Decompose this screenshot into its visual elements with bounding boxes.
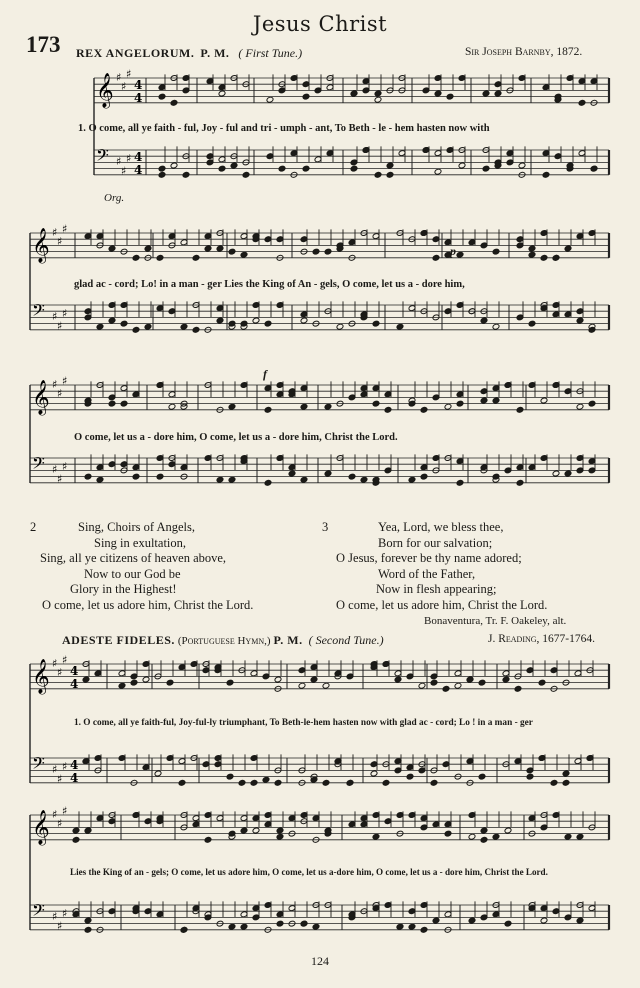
treble-clef: 𝄞 (32, 228, 50, 263)
time-signature: 4 (70, 758, 79, 772)
note-head (118, 682, 126, 689)
note-head (578, 99, 586, 106)
note-head (216, 476, 224, 483)
stanza-3-line: Now in flesh appearing; (376, 582, 497, 597)
note-head (240, 251, 248, 258)
stanza-3-line: O come, let us adore him, Christ the Lord. (336, 598, 548, 612)
sharp-sign: ♯ (52, 310, 58, 324)
note-head (444, 403, 452, 410)
note-head (312, 248, 320, 255)
note-head (480, 317, 488, 324)
sharp-sign: ♯ (57, 919, 63, 933)
time-signature: 4 (134, 163, 143, 177)
sharp-sign: ♯ (126, 152, 132, 166)
note-head (588, 400, 596, 407)
note-head (446, 93, 454, 100)
note-head (180, 926, 188, 933)
note-head (396, 323, 404, 330)
note-head (324, 470, 332, 477)
note-head (576, 317, 584, 324)
note-head (300, 476, 308, 483)
sharp-sign: ♯ (57, 666, 63, 680)
note-head (204, 245, 212, 252)
note-head (120, 400, 128, 407)
note-head (456, 400, 464, 407)
tune1-composer: Sir Joseph Barnby, 1872. (465, 46, 583, 58)
note-head (166, 679, 174, 686)
note-head (226, 773, 234, 780)
note-head (408, 923, 416, 930)
note-head (132, 254, 140, 261)
sharp-sign: ♯ (57, 235, 63, 249)
note-head (434, 90, 442, 97)
note-head (528, 320, 536, 327)
treble-clef: 𝄞 (32, 810, 50, 845)
note-head (84, 473, 92, 480)
note-head (444, 830, 452, 837)
sharp-sign: ♯ (62, 374, 68, 388)
note-head (218, 90, 226, 97)
note-head (458, 162, 466, 169)
note-head (564, 245, 572, 252)
stanza-2-line: Glory in the Highest! (70, 582, 177, 597)
note-head (540, 917, 548, 924)
stanza-2-number: 2 (30, 520, 37, 534)
sharp-sign: ♯ (62, 460, 68, 474)
note-head (562, 770, 570, 777)
note-head (418, 682, 426, 689)
lyric-line-1: 1. O come, all ye faith - ful, Joy - ful and tri - umph - ant, To Beth - le - hem hasten now with (78, 123, 490, 134)
sharp-sign: ♯ (52, 763, 58, 777)
note-head (240, 923, 248, 930)
note-head (384, 406, 392, 413)
sharp-sign: ♯ (57, 472, 63, 486)
note-head (372, 833, 380, 840)
note-head (518, 162, 526, 169)
note-head (322, 682, 330, 689)
note-head (324, 403, 332, 410)
page-number: 124 (311, 954, 329, 968)
note-head (156, 473, 164, 480)
note-head (374, 96, 382, 103)
sharp-sign: ♯ (62, 804, 68, 818)
lyric-line-2: glad ac - cord; Lo! in a man - ger Lies the King of An - gels, O come, let us a - dore him, (74, 279, 465, 290)
tune2-heading (62, 633, 384, 648)
note-head (564, 470, 572, 477)
note-head (180, 323, 188, 330)
note-head (480, 397, 488, 404)
lyric-line-5: Lies the King of an - gels; O come, let us adore him, O come, let us a-dore him, O come, let us a - dore him, Christ the Lord. (70, 867, 548, 877)
note-head (466, 676, 474, 683)
note-head (526, 773, 534, 780)
note-head (372, 400, 380, 407)
stanza-3-line: O Jesus, forever be thy name adored; (336, 551, 522, 566)
note-head (228, 248, 236, 255)
note-head (276, 833, 284, 840)
tune2-composer: J. Reading, 1677-1764. (488, 633, 596, 645)
note-head (540, 397, 548, 404)
note-head (482, 90, 490, 97)
note-head (502, 676, 510, 683)
note-head (540, 254, 548, 261)
sharp-sign: ♯ (62, 760, 68, 774)
note-head (468, 833, 476, 840)
note-head (312, 923, 320, 930)
note-head (420, 406, 428, 413)
tune2-meter: P. M. (273, 633, 303, 647)
note-head (386, 171, 394, 178)
note-head (336, 323, 344, 330)
note-head (132, 473, 140, 480)
note-head (288, 470, 296, 477)
note-head (432, 917, 440, 924)
stanza-2-line: O come, let us adore him, Christ the Lord. (42, 598, 254, 612)
sharp-sign: ♯ (121, 164, 127, 178)
sharp-sign: ♯ (121, 80, 127, 94)
note-head (170, 99, 178, 106)
note-head (96, 323, 104, 330)
note-head (298, 682, 306, 689)
sharp-sign: ♯ (62, 307, 68, 321)
sharp-sign: ♯ (116, 155, 122, 169)
note-head (492, 397, 500, 404)
note-head (432, 254, 440, 261)
note-head (516, 479, 524, 486)
time-signature: 4 (134, 78, 143, 92)
note-head (108, 317, 116, 324)
note-head (302, 93, 310, 100)
note-head (154, 770, 162, 777)
stanza-3 (322, 520, 622, 627)
bass-clef: 𝄢 (32, 453, 45, 477)
sharp-sign: ♯ (57, 772, 63, 786)
time-signature: 4 (70, 677, 79, 691)
stanza-3-attribution: Bonaventura, Tr. F. Oakeley, alt. (424, 615, 567, 627)
note-head (538, 679, 546, 686)
note-head (228, 403, 236, 410)
note-head (590, 165, 598, 172)
note-head (492, 323, 500, 330)
note-head (300, 317, 308, 324)
time-signature: 4 (70, 664, 79, 678)
sharp-sign: ♯ (126, 67, 132, 81)
note-head (442, 685, 450, 692)
note-head (322, 779, 330, 786)
note-head (430, 679, 438, 686)
stanza-3-line: Yea, Lord, we bless thee, (378, 520, 504, 534)
note-head (478, 773, 486, 780)
note-head (84, 827, 92, 834)
dynamic-forte: f (263, 367, 267, 381)
note-head (132, 326, 140, 333)
stanza-2-line: Sing, all ye citizens of heaven above, (40, 551, 227, 566)
note-head (370, 770, 378, 777)
lyric-line-4: 1. O come, all ye faith-ful, Joy-ful-ly triumphant, To Beth-le-hem hasten now with glad ac - cord; Lo ! in a man - ger (74, 718, 533, 728)
note-head (274, 779, 282, 786)
sharp-sign: ♯ (52, 656, 58, 670)
note-head (72, 836, 80, 843)
sharp-sign: ♯ (52, 910, 58, 924)
note-head (302, 165, 310, 172)
note-head (264, 479, 272, 486)
note-head (492, 248, 500, 255)
tune1-meter: P. M. (200, 46, 230, 60)
note-head (230, 162, 238, 169)
note-head (158, 93, 166, 100)
note-head (430, 779, 438, 786)
note-head (204, 836, 212, 843)
note-head (84, 926, 92, 933)
note-head (478, 679, 486, 686)
bass-clef: 𝄢 (32, 300, 45, 324)
note-head (468, 917, 476, 924)
note-head (396, 923, 404, 930)
note-head (420, 926, 428, 933)
note-head (252, 317, 260, 324)
note-head (252, 827, 260, 834)
sharp-sign: ♯ (52, 463, 58, 477)
note-head (406, 773, 414, 780)
note-head (274, 676, 282, 683)
note-head (228, 923, 236, 930)
note-head (144, 245, 152, 252)
tune1-note: ( First Tune.) (238, 46, 303, 60)
note-head (156, 254, 164, 261)
note-head (108, 245, 116, 252)
note-head (456, 251, 464, 258)
note-head (576, 917, 584, 924)
treble-clef: 𝄞 (32, 659, 50, 694)
note-head (226, 679, 234, 686)
note-head (528, 245, 536, 252)
note-head (454, 682, 462, 689)
sharp-sign: ♯ (52, 225, 58, 239)
note-head (216, 245, 224, 252)
note-head (576, 833, 584, 840)
stanza-3-line: Born for our salvation; (378, 535, 493, 550)
note-head (456, 479, 464, 486)
sharp-sign: ♯ (57, 817, 63, 831)
note-head (120, 320, 128, 327)
tune1-name: REX ANGELORUM. (76, 46, 195, 60)
note-head (142, 676, 150, 683)
note-head (300, 403, 308, 410)
page-title: Jesus Christ (252, 12, 388, 36)
note-head (240, 827, 248, 834)
note-head (480, 836, 488, 843)
note-head (528, 251, 536, 258)
note-head (346, 779, 354, 786)
note-head (158, 171, 166, 178)
note-head (350, 165, 358, 172)
note-head (84, 917, 92, 924)
note-head (82, 676, 90, 683)
sharp-sign: ♯ (57, 319, 63, 333)
note-head (168, 403, 176, 410)
note-head (374, 171, 382, 178)
sharp-sign: ♯ (52, 807, 58, 821)
note-head (504, 827, 512, 834)
note-head (492, 833, 500, 840)
stanza-3-number: 3 (322, 520, 329, 534)
note-head (552, 254, 560, 261)
note-head (552, 470, 560, 477)
note-head (350, 90, 358, 97)
stanza-3-line: Word of the Father, (378, 566, 476, 581)
note-head (382, 779, 390, 786)
bass-clef: 𝄢 (32, 753, 45, 777)
note-head (264, 406, 272, 413)
note-head (480, 827, 488, 834)
note-head (360, 476, 368, 483)
treble-clef: 𝄞 (96, 73, 114, 108)
note-head (576, 403, 584, 410)
note-head (514, 685, 522, 692)
note-head (158, 165, 166, 172)
note-head (394, 676, 402, 683)
stanza-2-line: Sing in exultation, (94, 535, 187, 550)
note-head (374, 90, 382, 97)
note-head (408, 476, 416, 483)
time-signature: 4 (70, 771, 79, 785)
tune2-name: ADESTE FIDELES. (62, 633, 175, 647)
note-head (276, 920, 284, 927)
note-head (516, 406, 524, 413)
note-head (108, 400, 116, 407)
note-head (262, 776, 270, 783)
note-head (276, 827, 284, 834)
note-head (564, 833, 572, 840)
sharp-sign: ♯ (52, 377, 58, 391)
note-head (72, 827, 80, 834)
note-head (434, 168, 442, 175)
sharp-sign: ♯ (62, 222, 68, 236)
note-head (238, 779, 246, 786)
note-head (420, 473, 428, 480)
note-head (178, 779, 186, 786)
note-head (494, 90, 502, 97)
tune2-origin: (Portuguese Hymn,) (177, 635, 271, 647)
dynamic-piano: p (450, 244, 456, 258)
stanza-2-line: Now to our God be (84, 566, 181, 581)
bass-clef: 𝄢 (96, 145, 109, 169)
note-head (192, 326, 200, 333)
note-head (192, 254, 200, 261)
note-head (310, 676, 318, 683)
note-head (182, 171, 190, 178)
note-head (372, 320, 380, 327)
stanza-2-line: Sing, Choirs of Angels, (78, 520, 196, 534)
lyric-line-3: O come, let us a - dore him, O come, let us a - dore him, Christ the Lord. (74, 432, 398, 443)
note-head (278, 165, 286, 172)
treble-clef: 𝄞 (32, 380, 50, 415)
note-head (264, 320, 272, 327)
note-head (348, 473, 356, 480)
note-head (144, 323, 152, 330)
note-head (96, 476, 104, 483)
note-head (562, 779, 570, 786)
sharp-sign: ♯ (62, 907, 68, 921)
time-signature: 4 (134, 91, 143, 105)
note-head (228, 476, 236, 483)
stanza-2 (30, 520, 330, 620)
note-head (550, 779, 558, 786)
organ-mark: Org. (104, 192, 125, 204)
tune2-note: ( Second Tune.) (308, 633, 384, 647)
hymn-number: 173 (26, 32, 61, 57)
bass-clef: 𝄢 (32, 900, 45, 924)
time-signature: 4 (134, 150, 143, 164)
note-head (266, 96, 274, 103)
sharp-sign: ♯ (57, 387, 63, 401)
note-head (242, 171, 250, 178)
note-head (324, 248, 332, 255)
note-head (482, 165, 490, 172)
sharp-sign: ♯ (62, 653, 68, 667)
note-head (504, 920, 512, 927)
sharp-sign: ♯ (116, 70, 122, 84)
note-head (170, 162, 178, 169)
note-head (250, 779, 258, 786)
note-head (386, 162, 394, 169)
note-head (216, 317, 224, 324)
note-head (130, 679, 138, 686)
note-head (218, 165, 226, 172)
note-head (542, 171, 550, 178)
